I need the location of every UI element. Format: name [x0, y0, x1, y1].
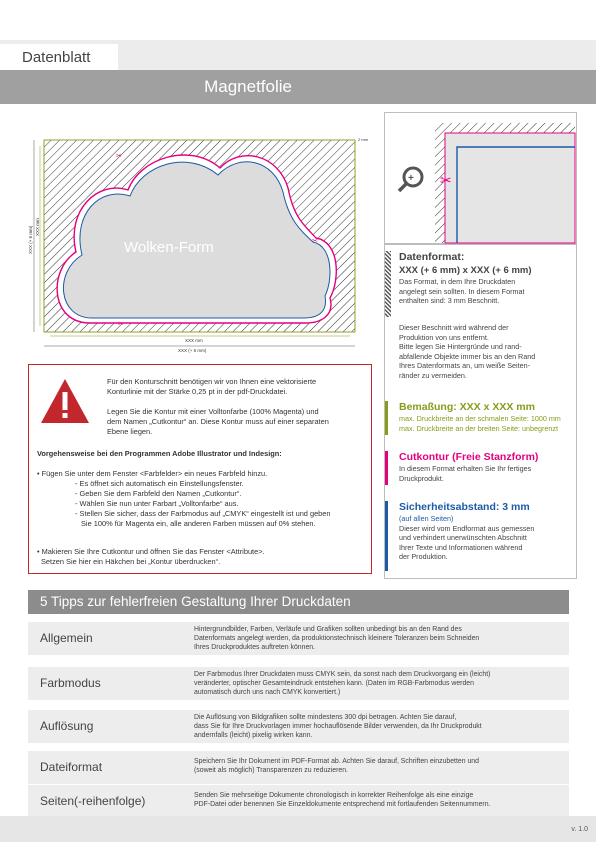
bleed-line: Produktion von uns entfernt.: [399, 332, 489, 342]
final-line: Setzen Sie hier ein Häkchen bei „Kontur überdrucken“.: [41, 556, 221, 566]
tip-label: Allgemein: [40, 631, 93, 645]
tip-row-page-order: [28, 785, 569, 818]
product-title: Magnetfolie: [204, 77, 292, 96]
tip-row-resolution: [28, 710, 569, 743]
tip-text: Senden Sie mehrseitige Dokumente chronologisch in korrekter Reihenfolge als eine einzige: [194, 792, 474, 799]
tip-row-general: [28, 622, 569, 655]
safety-line: und verhindert unerwünschten Abschnitt: [399, 533, 527, 543]
tip-text: veränderter, optischer Gesamteindruck entstehen kann. (Daten im RGB-Farbmodus werden: [194, 680, 474, 688]
safety-line: Ihrer Texte und Informationen während: [399, 542, 523, 552]
intro-line: Für den Konturschnitt benötigen wir von Ihnen eine vektorisierte: [107, 377, 317, 386]
color-line: Legen Sie die Kontur mit einer Volltonfarbe (100% Magenta) und: [107, 407, 319, 416]
svg-text:+: +: [408, 173, 414, 184]
tip-row-color-mode: [28, 667, 569, 700]
format-line: enthalten sind: 3 mm Beschnitt.: [399, 296, 500, 306]
tip-label: Dateiformat: [40, 760, 103, 774]
dim-vert-outer: XXX (+ 6 mm): [28, 225, 33, 254]
scissor-icon: ✂: [440, 172, 452, 188]
step-line: Sie 100% für Magenta ein, alle anderen Farben müssen auf 0% stehen.: [81, 518, 316, 528]
tip-text: Ihres Druckproduktes auftreten können.: [194, 644, 316, 652]
cut-line: In diesem Format erhalten Sie Ihr fertiges: [399, 464, 532, 473]
footer-bar: [0, 816, 596, 842]
cut-contour-title: Cutkontur (Freie Stanzform): [399, 451, 539, 463]
scissor-icon: ✂: [312, 238, 318, 245]
tip-text: Der Farbmodus Ihrer Druckdaten muss CMYK sein, da sonst nach dem Druckvorgang ein (leicht): [194, 671, 491, 678]
tip-label: Farbmodus: [40, 676, 101, 690]
bleed-line: Ihres Datenformats an, um weiße Seiten-: [399, 361, 531, 371]
cut-contour-instructions: [28, 364, 372, 574]
final-line: • Makieren Sie Ihre Cutkontur und öffnen Sie das Fenster <Attribute>.: [37, 547, 265, 556]
format-line: Das Format, in dem Ihre Druckdaten: [399, 277, 516, 286]
tip-text: automatisch durch uns nach CMYK konvertiert.): [194, 689, 341, 697]
dim-inner-label: XXX mm: [185, 338, 203, 343]
shape-label: Wolken-Form: [124, 239, 214, 256]
safety-subtitle: (auf allen Seiten): [399, 514, 454, 523]
tip-text: Speichern Sie Ihr Dokument im PDF-Format ab. Achten Sie darauf, Schriften einzubetten und: [194, 758, 479, 765]
tip-text: (soweit als möglich) Transparenzen zu reduzieren.: [194, 767, 348, 775]
step-line: - Es öffnet sich automatisch ein Einstellungsfenster.: [75, 478, 244, 488]
step-line: • Fügen Sie unter dem Fenster <Farbfelder> ein neues Farbfeld hinzu.: [37, 469, 268, 478]
cut-line: Druckprodukt.: [399, 473, 444, 483]
dim-bleed-small: 2 mm: [358, 137, 368, 142]
tip-label: Seiten(-reihenfolge): [40, 794, 146, 808]
cutout-diagram: [20, 120, 375, 355]
tip-row-file-format: [28, 751, 569, 784]
color-line: dem Namen „Cutkontur“ an. Diese Kontur muss auf einer separaten: [107, 416, 329, 426]
intro-line: Konturlinie mit der Stärke 0,25 pt in der pdf-Druckdatei.: [107, 386, 288, 396]
dimension-title: Bemaßung: XXX x XXX mm: [399, 401, 535, 413]
tip-text: Datenformats angelegt werden, da produktionstechnisch kleinere Toleranzen beim Schneiden: [194, 635, 480, 643]
step-line: - Wählen Sie nun unter Farbart „Volltonfarbe“ aus.: [75, 498, 239, 508]
datasheet-tab: Datenblatt: [0, 44, 118, 70]
tips-heading: 5 Tipps zur fehlerfreien Gestaltung Ihrer Druckdaten: [28, 590, 569, 614]
bleed-line: ränder zu vermeiden.: [399, 370, 467, 380]
dimension-line: max. Druckbreite an der breiten Seite: unbegrenzt: [399, 423, 559, 433]
dim-outer-label: XXX (+ 6 mm): [178, 348, 207, 353]
safety-title: Sicherheitsabstand: 3 mm: [399, 501, 530, 513]
color-line: Ebene liegen.: [107, 426, 153, 436]
zoom-detail-box: [384, 112, 577, 244]
format-value: XXX (+ 6 mm) x XXX (+ 6 mm): [399, 265, 532, 276]
format-line: angelegt sein sollten. In diesem Format: [399, 286, 525, 296]
bleed-line: Dieser Beschnitt wird während der: [399, 323, 509, 332]
dimension-line: max. Druckbreite an der schmalen Seite: 1000 mm: [399, 414, 561, 423]
safety-line: Dieser wird vom Endformat aus gemessen: [399, 523, 535, 533]
scissor-icon: ✂: [118, 321, 124, 328]
procedure-title: Vorgehensweise bei den Programmen Adobe Illustrator und Indesign:: [37, 449, 282, 458]
tip-text: dass Sie für Ihre Druckvorlagen immer hochauflösende Bilder verwenden, da Ihr Druckprodukt: [194, 723, 482, 731]
format-title: Datenformat:: [399, 251, 465, 263]
tip-text: PDF-Datei oder benennen Sie Einzeldokumente entsprechend mit fortlaufenden Seitennummern.: [194, 801, 491, 809]
bleed-line: abfallende Objekte immer bis an den Rand: [399, 351, 536, 361]
bleed-line: Bitte legen Sie Hintergründe und rand-: [399, 342, 522, 352]
tip-label: Auflösung: [40, 719, 94, 733]
format-info-box: [384, 244, 577, 579]
step-line: - Geben Sie dem Farbfeld den Namen „Cutkontur“.: [75, 488, 242, 498]
version-label: v. 1.0: [571, 826, 588, 833]
tip-text: andernfalls (leicht) pixelig wirken kann.: [194, 732, 313, 740]
dim-vert-inner: XXX mm: [35, 218, 40, 236]
step-line: - Stellen Sie sicher, dass der Farbmodus auf „CMYK“ eingestellt ist und geben: [75, 508, 331, 518]
scissor-icon: ✂: [116, 153, 122, 160]
tip-text: Hintergrundbilder, Farben, Verläufe und Grafiken sollten unbedingt bis an den Rand des: [194, 626, 462, 633]
tip-text: Die Auflösung von Bildgrafiken sollte mindestens 300 dpi betragen. Achten Sie darauf,: [194, 714, 457, 721]
warning-icon: [39, 377, 91, 425]
safety-line: der Produktion.: [399, 552, 448, 562]
